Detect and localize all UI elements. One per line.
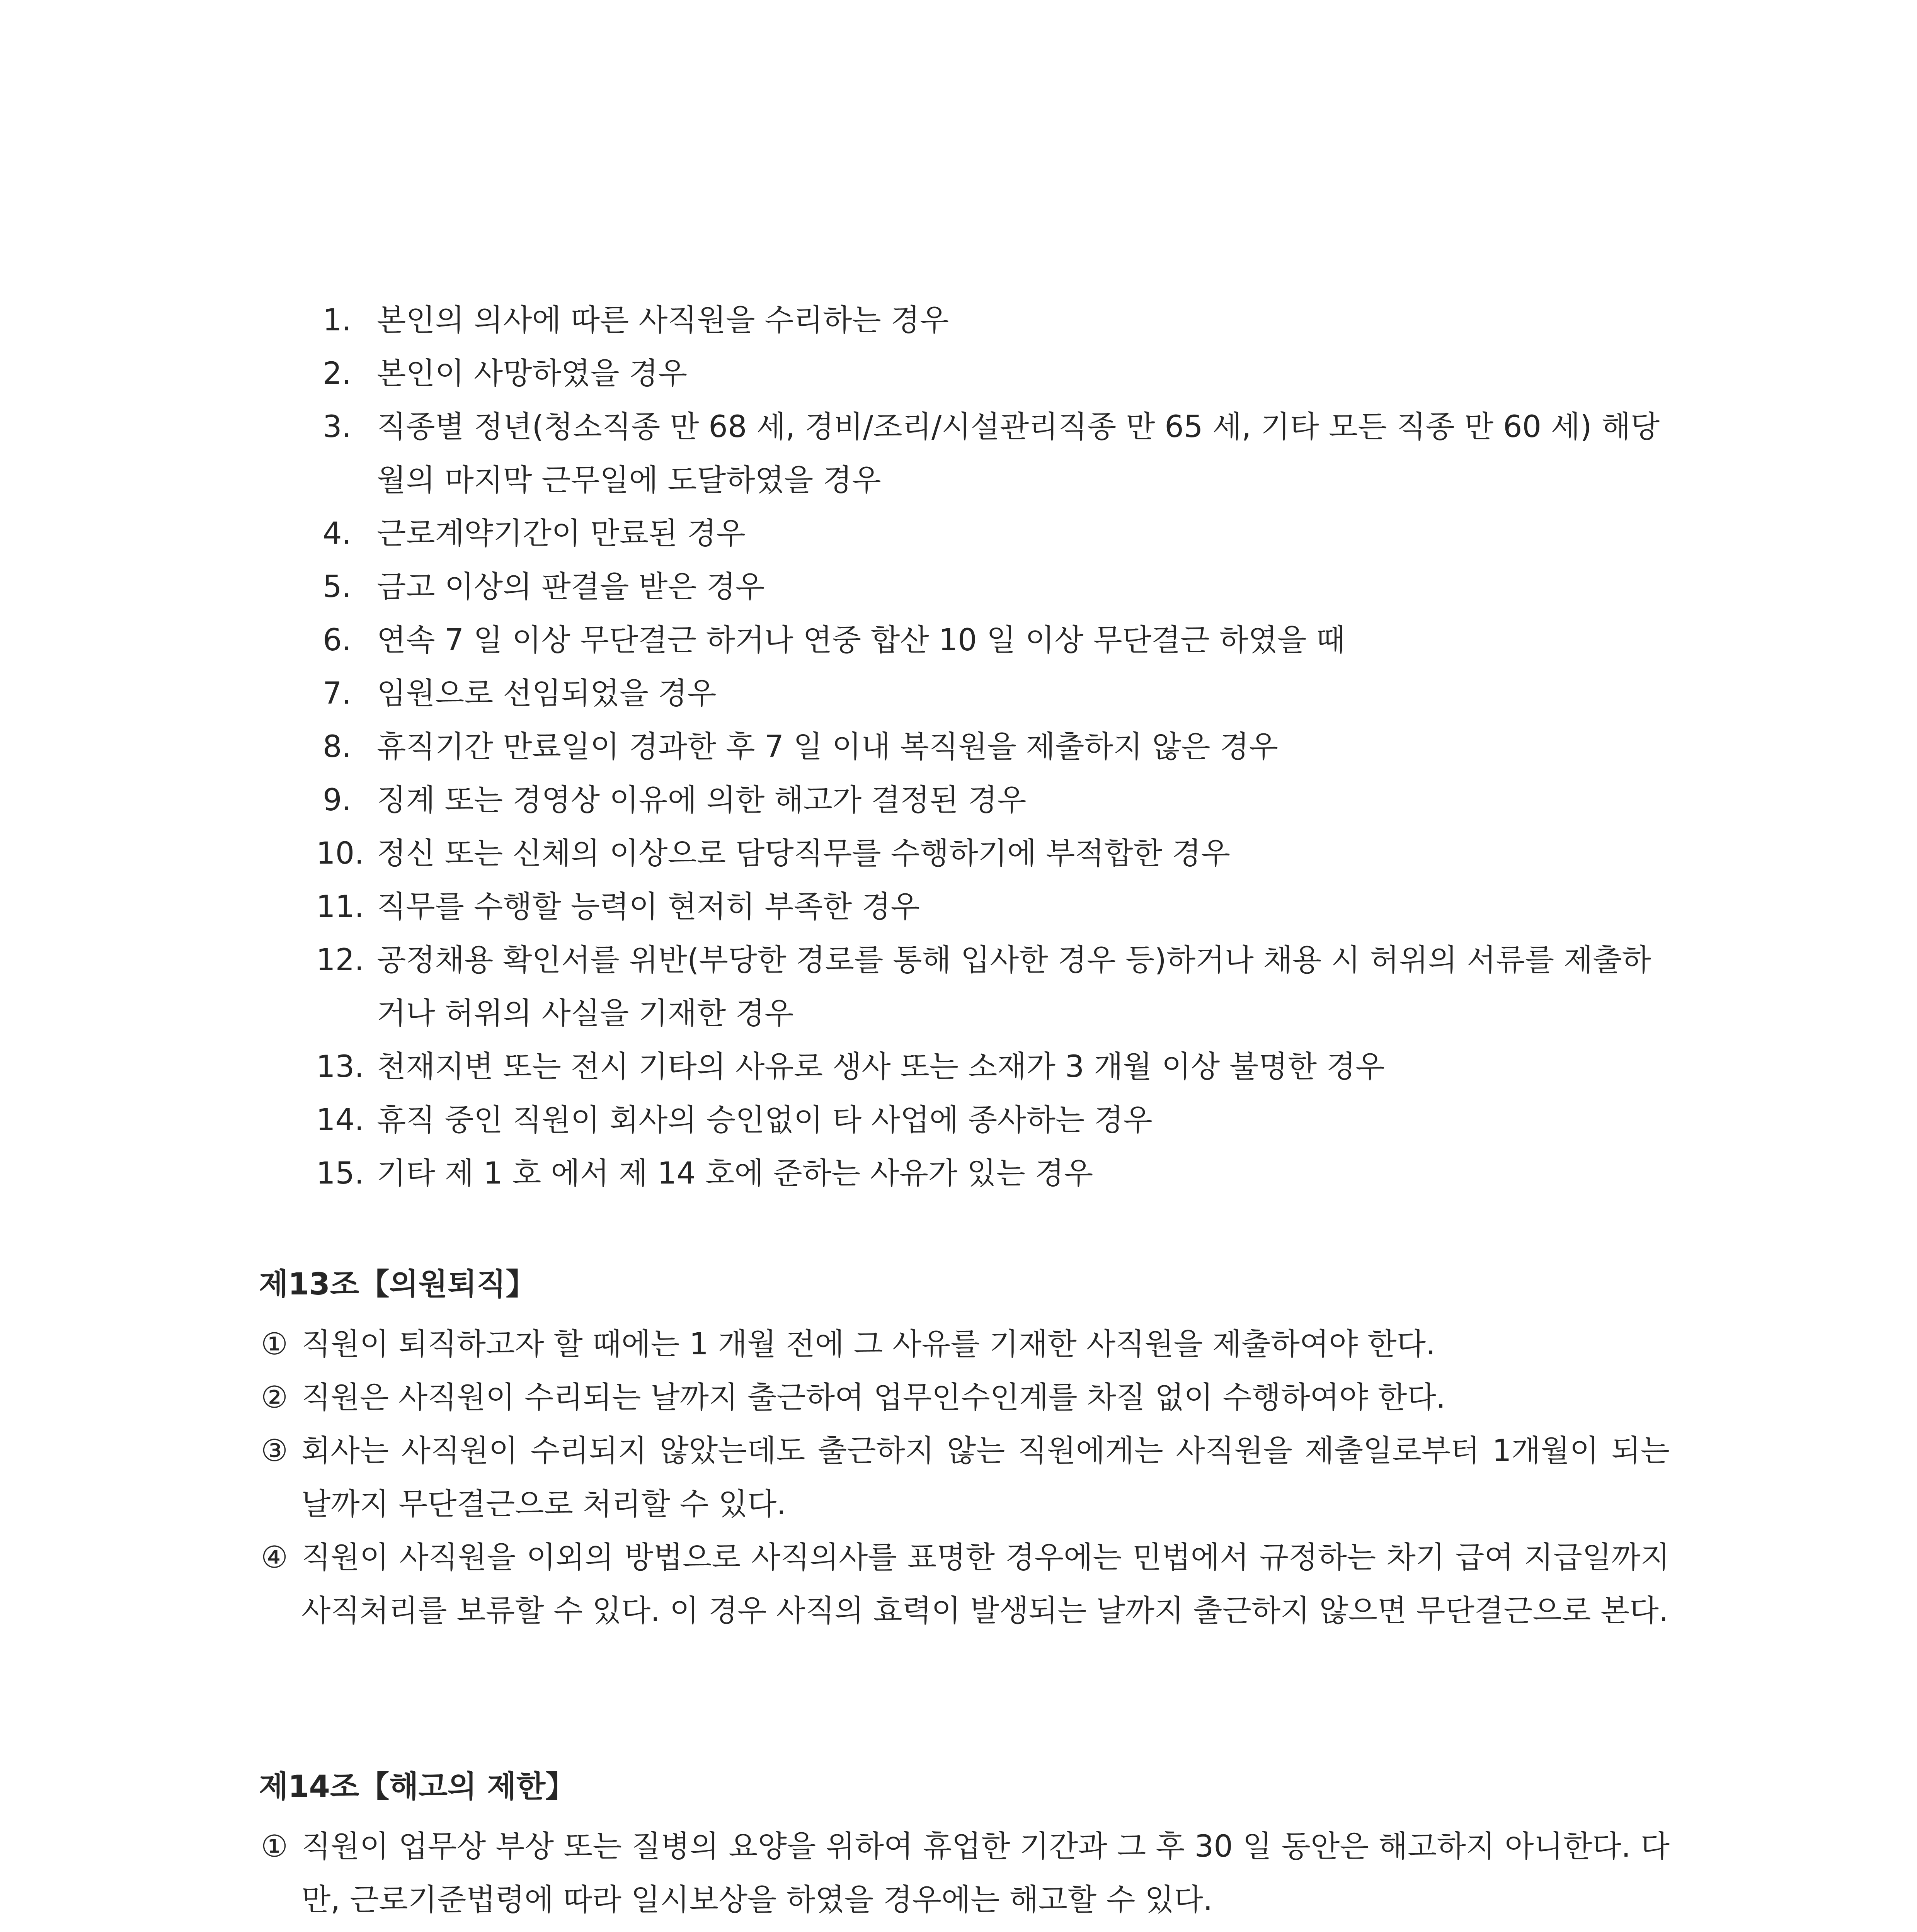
list-item-text: 천재지변 또는 전시 기타의 사유로 생사 또는 소재가 3 개월 이상 불명한 경우 <box>377 1049 1385 1084</box>
paragraph-marker: ④ <box>261 1540 288 1575</box>
list-item <box>0 720 1917 774</box>
list-item <box>0 614 1917 667</box>
list-item-number: 10. <box>316 836 364 871</box>
list-item-text: 징계 또는 경영상 이유에 의한 해고가 결정된 경우 <box>377 783 1027 818</box>
list-item-text: 기타 제 1 호 에서 제 14 호에 준하는 사유가 있는 경우 <box>377 1156 1093 1191</box>
list-item-number: 1. <box>323 303 352 338</box>
list-item-number: 14. <box>316 1103 364 1138</box>
list-item-text: 휴직기간 만료일이 경과한 후 7 일 이내 복직원을 제출하지 않은 경우 <box>377 730 1278 764</box>
paragraph <box>0 1371 1917 1424</box>
list-item-number: 9. <box>323 783 352 818</box>
paragraph-text: 회사는 사직원이 수리되지 않았는데도 출근하지 않는 직원에게는 사직원을 제출일로부터 1개월이 되는 날까지 무단결근으로 처리할 수 있다. <box>301 1434 1670 1522</box>
article-14-title: 제14조【해고의 제한】 <box>259 1769 576 1804</box>
article-13-paragraphs <box>0 1318 1917 1638</box>
list-item-text: 휴직 중인 직원이 회사의 승인없이 타 사업에 종사하는 경우 <box>377 1103 1153 1138</box>
list-item <box>0 774 1917 827</box>
list-item-text: 금고 이상의 판결을 받은 경우 <box>377 570 765 604</box>
list-item <box>0 507 1917 560</box>
paragraph-marker: ① <box>261 1327 288 1362</box>
list-item-number: 11. <box>316 889 364 924</box>
list-item <box>0 827 1917 880</box>
list-item-number: 2. <box>323 356 352 391</box>
list-item-text: 근로계약기간이 만료된 경우 <box>377 516 746 551</box>
list-item-text: 연속 7 일 이상 무단결근 하거나 연중 합산 10 일 이상 무단결근 하였을 때 <box>377 623 1345 658</box>
list-item <box>0 1147 1917 1200</box>
list-item-text: 공정채용 확인서를 위반(부당한 경로를 통해 입사한 경우 등)하거나 채용 시 허위의 서류를 제출하거나 허위의 사실을 기재한 경우 <box>377 943 1651 1031</box>
list-item <box>0 934 1917 1040</box>
list-item-number: 5. <box>323 570 352 604</box>
list-item <box>0 560 1917 614</box>
list-item-text: 본인이 사망하였을 경우 <box>377 356 688 391</box>
paragraph-marker: ① <box>261 1829 288 1864</box>
list-item-number: 6. <box>323 623 352 658</box>
list-item-text: 임원으로 선임되었을 경우 <box>377 676 717 711</box>
list-item <box>0 880 1917 934</box>
list-item-number: 12. <box>316 943 364 978</box>
article-13-title: 제13조【의원퇴직】 <box>259 1267 536 1302</box>
list-item-number: 4. <box>323 516 352 551</box>
list-item-number: 13. <box>316 1049 364 1084</box>
list-item <box>0 1040 1917 1094</box>
paragraph <box>0 1424 1917 1531</box>
list-item-text: 정신 또는 신체의 이상으로 담당직무를 수행하기에 부적합한 경우 <box>377 836 1230 871</box>
paragraph-marker <box>261 1927 288 1932</box>
paragraph <box>0 1531 1917 1638</box>
list-item <box>0 347 1917 400</box>
list-item-text: 직무를 수행할 능력이 현저히 부족한 경우 <box>377 889 920 924</box>
list-item <box>0 294 1917 347</box>
paragraph-marker: ② <box>261 1380 288 1415</box>
paragraph <box>0 1927 1917 1932</box>
list-item <box>0 1094 1917 1147</box>
paragraph-text: 직원이 업무상 부상 또는 질병의 요양을 위하여 휴업한 기간과 그 후 30 일 동안은 해고하지 아니한다. 다만, 근로기준법령에 따라 일시보상을 하였을 경우에는 해고할 수 있다. <box>301 1829 1670 1917</box>
list-item <box>0 667 1917 720</box>
list-item-text: 본인의 의사에 따른 사직원을 수리하는 경우 <box>377 303 949 338</box>
list-item-number: 3. <box>323 410 352 444</box>
paragraph-text: 직원이 사직원을 이외의 방법으로 사직의사를 표명한 경우에는 민법에서 규정하는 차기 급여 지급일까지 사직처리를 보류할 수 있다. 이 경우 사직의 효력이 발생되는 날까지 출근하지 않으면 무단결근으로 본다. <box>301 1540 1670 1628</box>
list-item-number: 8. <box>323 730 352 764</box>
paragraph <box>0 1820 1917 1927</box>
list-item-text: 직종별 정년(청소직종 만 68 세, 경비/조리/시설관리직종 만 65 세, 기타 모든 직종 만 60 세) 해당 월의 마지막 근무일에 도달하였을 경우 <box>377 410 1669 498</box>
termination-reasons-list <box>0 294 1917 1200</box>
article-14-paragraphs <box>0 1820 1917 1932</box>
paragraph-marker: ③ <box>261 1434 288 1468</box>
list-item <box>0 400 1917 507</box>
paragraph-text: 직원이 퇴직하고자 할 때에는 1 개월 전에 그 사유를 기재한 사직원을 제출하여야 한다. <box>301 1327 1435 1362</box>
list-item-number: 7. <box>323 676 352 711</box>
paragraph <box>0 1318 1917 1371</box>
paragraph-text: 직원은 사직원이 수리되는 날까지 출근하여 업무인수인계를 차질 없이 수행하여야 한다. <box>301 1380 1446 1415</box>
list-item-number: 15. <box>316 1156 364 1191</box>
